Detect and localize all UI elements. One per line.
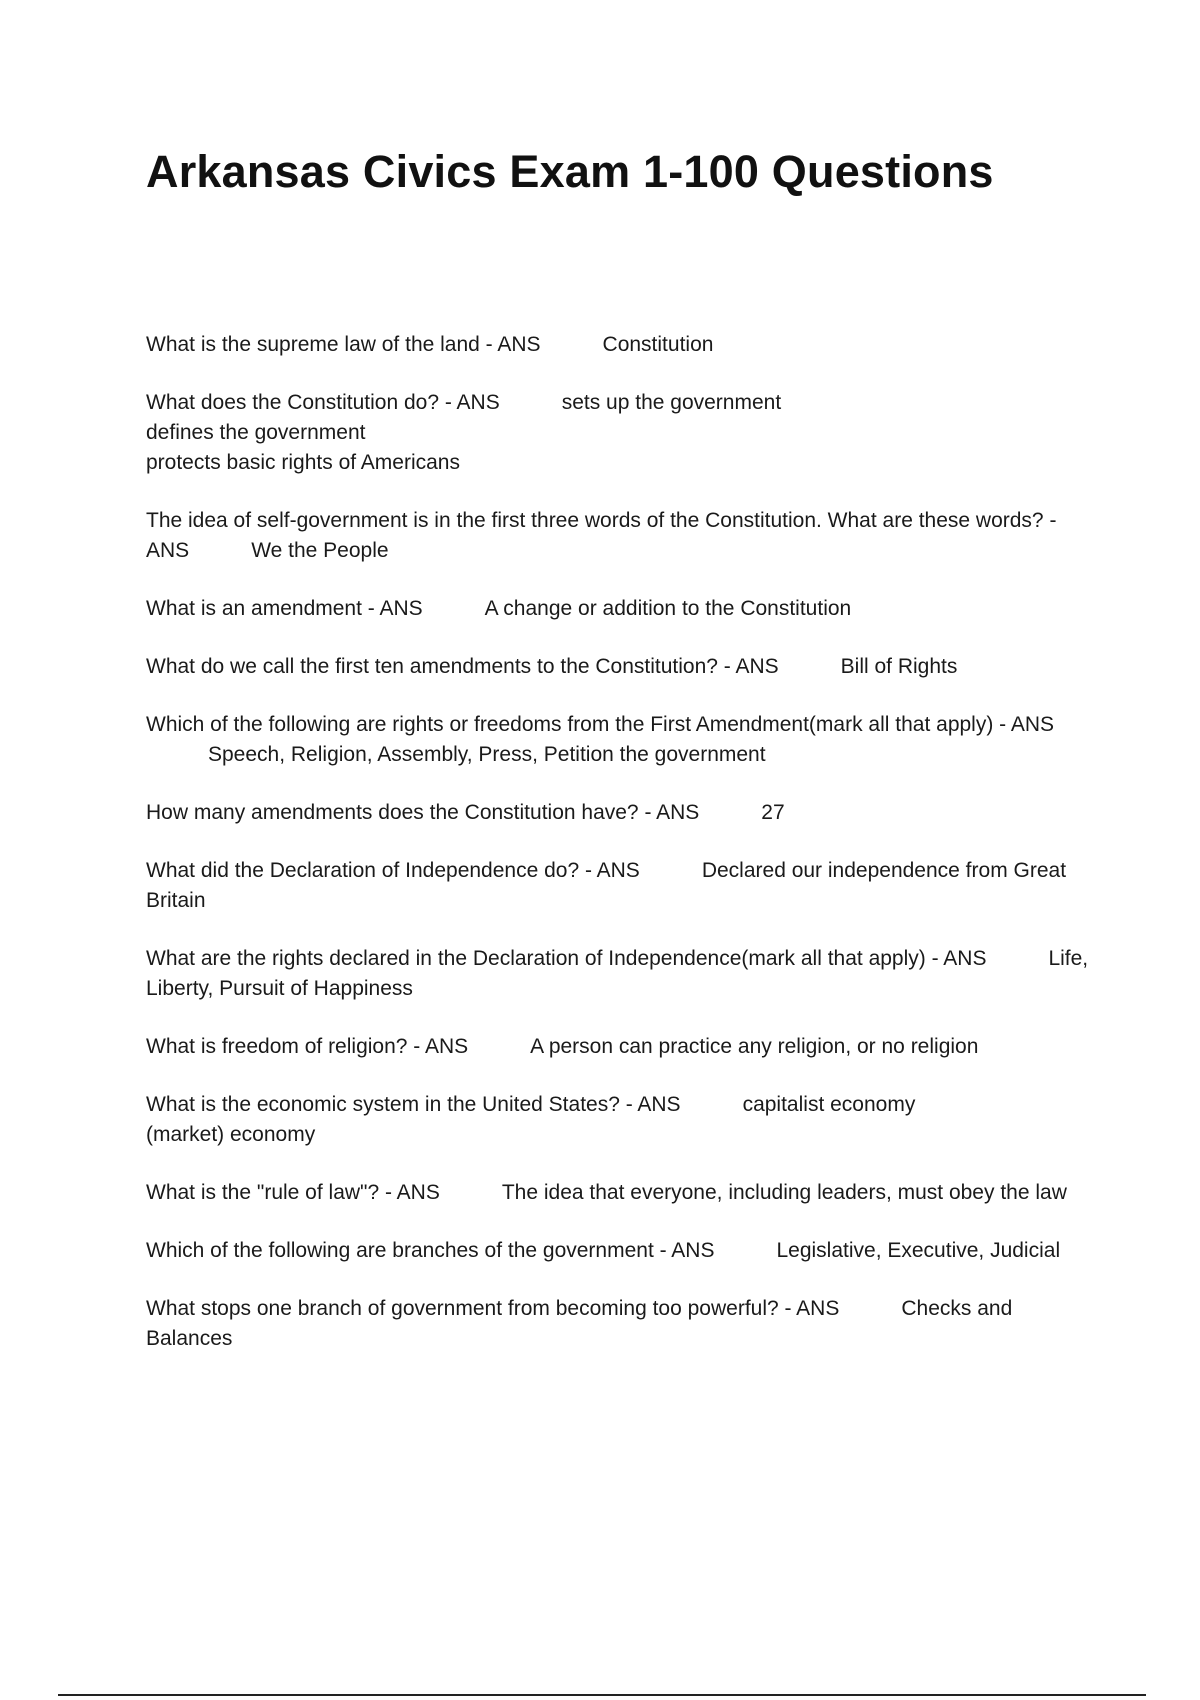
qa-item <box>146 1090 1096 1150</box>
question-text: What is the "rule of law"? - ANS <box>146 1181 440 1204</box>
answer-text: The idea that everyone, including leaders, must obey the law <box>501 1181 1067 1204</box>
answer-text: Legislative, Executive, Judicial <box>776 1239 1061 1262</box>
question-text: What is the supreme law of the land - ANS <box>146 333 541 356</box>
answer-text: 27 <box>761 801 785 824</box>
qa-item <box>146 652 1096 682</box>
answer-text: Life, Liberty, Pursuit of Happiness <box>146 947 1094 1000</box>
footer-divider <box>58 1694 1146 1696</box>
qa-item <box>146 506 1096 566</box>
answer-text: Checks and Balances <box>146 1297 1019 1350</box>
qa-list <box>146 330 1096 1382</box>
qa-item <box>146 798 1096 828</box>
qa-item <box>146 594 1096 624</box>
question-text: Which of the following are branches of the government - ANS <box>146 1239 715 1262</box>
answer-text: Bill of Rights <box>840 655 958 678</box>
qa-item <box>146 1294 1096 1354</box>
qa-item <box>146 1178 1096 1208</box>
answer-text: Declared our independence from Great Britain <box>146 859 1072 912</box>
qa-item <box>146 388 1096 478</box>
question-text: How many amendments does the Constitution have? - ANS <box>146 801 700 824</box>
answer-text: Constitution <box>602 333 714 356</box>
qa-item <box>146 856 1096 916</box>
answer-text: Speech, Religion, Assembly, Press, Petition the government <box>208 743 766 766</box>
question-text: The idea of self-government is in the first three words of the Constitution. What are these words? - ANS <box>146 509 1062 562</box>
qa-item <box>146 1236 1096 1266</box>
question-text: What does the Constitution do? - ANS <box>146 391 500 414</box>
question-text: What is freedom of religion? - ANS <box>146 1035 469 1058</box>
question-text: What did the Declaration of Independence do? - ANS <box>146 859 640 882</box>
qa-item <box>146 1032 1096 1062</box>
question-text: What is an amendment - ANS <box>146 597 423 620</box>
question-text: What is the economic system in the United States? - ANS <box>146 1093 681 1116</box>
qa-item <box>146 330 1096 360</box>
question-text: What are the rights declared in the Declaration of Independence(mark all that apply) - ANS <box>146 947 987 970</box>
qa-item <box>146 944 1096 1004</box>
page-title: Arkansas Civics Exam 1-100 Questions <box>146 146 994 197</box>
answer-text: We the People <box>251 539 389 562</box>
answer-text: A change or addition to the Constitution <box>484 597 852 620</box>
answer-text: capitalist economy (market) economy <box>146 1093 916 1146</box>
qa-item <box>146 710 1096 770</box>
answer-text: A person can practice any religion, or no religion <box>530 1035 979 1058</box>
question-text: Which of the following are rights or freedoms from the First Amendment(mark all that apply) - ANS <box>146 713 1055 736</box>
question-text: What do we call the first ten amendments to the Constitution? - ANS <box>146 655 779 678</box>
question-text: What stops one branch of government from becoming too powerful? - ANS <box>146 1297 840 1320</box>
answer-text: sets up the government defines the government protects basic rights of Americans <box>146 391 782 474</box>
